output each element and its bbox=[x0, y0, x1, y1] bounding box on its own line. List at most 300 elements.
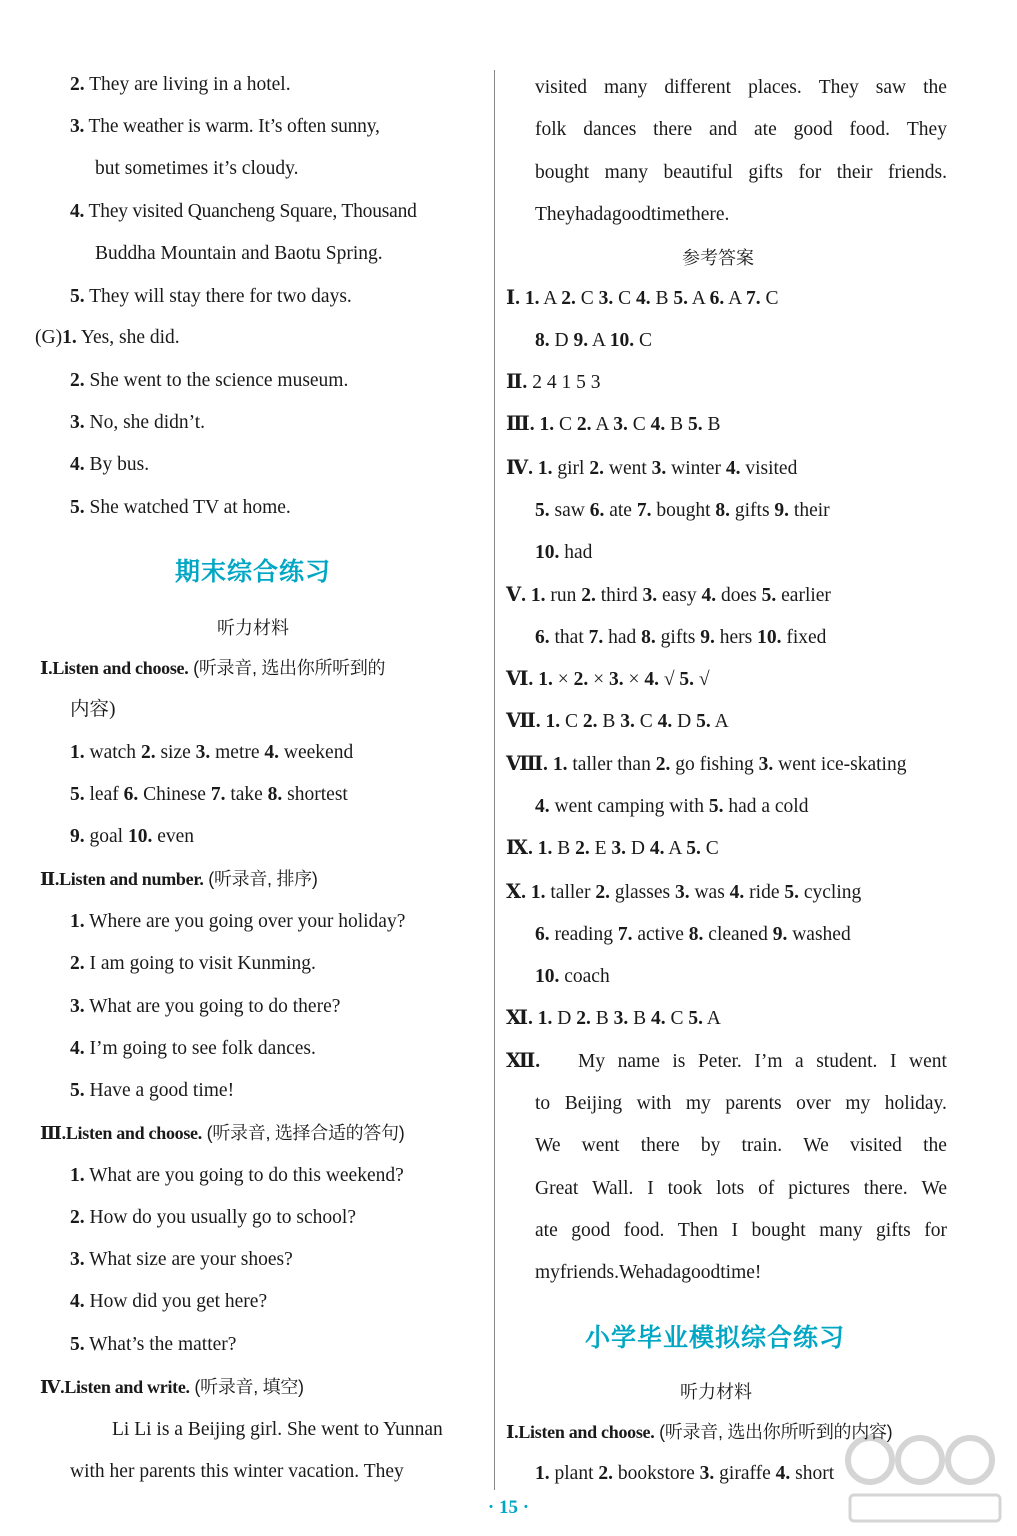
item-number: 4. bbox=[650, 414, 666, 435]
final-line-f4 bbox=[70, 782, 348, 808]
item-number: 3. bbox=[195, 742, 211, 763]
answer-text: 2 4 1 5 3 bbox=[532, 372, 601, 393]
item-number: 4. bbox=[657, 711, 673, 732]
story-word: beautiful bbox=[663, 162, 733, 183]
essay-line bbox=[578, 1049, 947, 1075]
answer-text: What size are your shoes? bbox=[84, 1249, 293, 1270]
item-number: 3. bbox=[642, 585, 658, 606]
item-number: 5. bbox=[70, 1334, 85, 1355]
item-number: 2. bbox=[582, 711, 598, 732]
answer-text: B bbox=[597, 711, 621, 732]
item-number: 5. bbox=[686, 838, 701, 859]
item-number: 4. bbox=[644, 669, 659, 690]
answer-text: B bbox=[702, 414, 721, 435]
essay-word: food. bbox=[623, 1220, 665, 1241]
item-number: 9. bbox=[772, 924, 788, 945]
item-number: 8. bbox=[688, 924, 704, 945]
answer-text: gifts bbox=[655, 627, 701, 648]
item-number: 3. bbox=[651, 458, 667, 479]
item-number: 5. bbox=[688, 1008, 703, 1029]
essay-line bbox=[535, 1218, 947, 1244]
section-numeral: Ⅳ. bbox=[40, 1377, 65, 1397]
story-word: different bbox=[664, 77, 732, 98]
answer-text: coach bbox=[559, 966, 610, 987]
essay-word: lots bbox=[716, 1178, 745, 1199]
answer-text: D bbox=[672, 711, 697, 732]
section-instruction: (听录音, 选出你所听到的内容) bbox=[654, 1422, 893, 1442]
answer-text: third bbox=[595, 585, 643, 606]
answer-text: saw bbox=[549, 500, 590, 521]
answer-key-a12 bbox=[506, 752, 906, 778]
item-number: 3. bbox=[699, 1463, 715, 1484]
essay-word: parents bbox=[725, 1093, 782, 1114]
item-number: 7. bbox=[210, 784, 226, 805]
answer-line-l10 bbox=[70, 452, 149, 478]
answer-key-a4 bbox=[506, 412, 721, 438]
essay-word: went bbox=[909, 1051, 947, 1072]
final-line-f15 bbox=[70, 1247, 293, 1273]
story-line bbox=[535, 117, 947, 143]
item-number: 1. bbox=[537, 458, 553, 479]
answer-text: reading bbox=[549, 924, 618, 945]
story-line bbox=[535, 160, 947, 186]
mock-section-heading bbox=[506, 1419, 892, 1445]
answer-text: How do you usually go to school? bbox=[84, 1207, 356, 1228]
essay-word: My bbox=[578, 1051, 606, 1072]
item-number: 4. bbox=[70, 1038, 85, 1059]
answer-text: × bbox=[588, 669, 609, 690]
item-number: 3. bbox=[70, 412, 85, 433]
answer-text: went camping with bbox=[549, 796, 709, 817]
answer-text: but sometimes it’s cloudy. bbox=[95, 158, 299, 179]
item-number: 1. bbox=[537, 1008, 553, 1029]
answer-text: A bbox=[664, 838, 687, 859]
final-line-f8 bbox=[70, 951, 316, 977]
column-divider bbox=[494, 70, 495, 1490]
section-numeral: Ⅰ. bbox=[506, 1422, 519, 1442]
story-word: the bbox=[923, 77, 947, 98]
item-number: 10. bbox=[127, 826, 153, 847]
item-number: 10. bbox=[757, 627, 782, 648]
answer-key-a10 bbox=[506, 667, 710, 693]
answer-text: go fishing bbox=[670, 754, 759, 775]
essay-word: good bbox=[681, 1262, 721, 1283]
answer-text: plant bbox=[549, 1463, 599, 1484]
answer-line-l1 bbox=[70, 72, 291, 98]
essay-word: there bbox=[640, 1135, 680, 1156]
item-number: 4. bbox=[729, 882, 745, 903]
item-number: 2. bbox=[70, 953, 85, 974]
answer-text: × bbox=[623, 669, 645, 690]
section-instruction: (听录音, 选择合适的答句) bbox=[201, 1123, 405, 1143]
item-number: 1. bbox=[552, 754, 568, 775]
item-number: 9. bbox=[774, 500, 790, 521]
essay-word: a bbox=[672, 1262, 682, 1283]
answer-text: C bbox=[700, 838, 719, 859]
answer-text: take bbox=[225, 784, 268, 805]
answer-text: ate bbox=[604, 500, 637, 521]
answer-text: C bbox=[760, 288, 779, 309]
section-numeral: Ⅰ. bbox=[506, 288, 520, 309]
answer-line-l2 bbox=[70, 114, 380, 140]
answer-text: They will stay there for two days. bbox=[84, 286, 352, 307]
story-word: there. bbox=[685, 204, 730, 225]
essay-word: holiday. bbox=[884, 1093, 947, 1114]
section-numeral: Ⅺ. bbox=[506, 1008, 533, 1029]
final-line-f17 bbox=[70, 1332, 236, 1358]
item-number: 1. bbox=[537, 838, 553, 859]
answer-line-l4 bbox=[70, 199, 417, 225]
story-word: good bbox=[611, 204, 651, 225]
story-word: for bbox=[798, 162, 822, 183]
essay-word: time! bbox=[720, 1262, 762, 1283]
answer-text: B bbox=[552, 838, 576, 859]
answer-text: By bus. bbox=[84, 454, 150, 475]
item-number: 7. bbox=[745, 288, 761, 309]
answer-text: How did you get here? bbox=[84, 1291, 268, 1312]
answer-text: C bbox=[634, 330, 653, 351]
answer-text: hers bbox=[714, 627, 758, 648]
item-number: 1. bbox=[530, 882, 546, 903]
answer-text: winter bbox=[666, 458, 726, 479]
item-number: 3. bbox=[70, 116, 85, 137]
final-line-f12 bbox=[40, 1120, 404, 1146]
answer-text: their bbox=[789, 500, 830, 521]
final-line-f16 bbox=[70, 1289, 267, 1315]
mock-answer-line bbox=[535, 1461, 834, 1487]
answer-text: B bbox=[650, 288, 674, 309]
answer-key-a1 bbox=[506, 286, 779, 312]
item-number: 5. bbox=[673, 288, 688, 309]
item-number: 1. bbox=[70, 911, 85, 932]
section-numeral: Ⅻ. bbox=[506, 1051, 541, 1072]
item-number: 1. bbox=[530, 585, 546, 606]
item-number: 6. bbox=[589, 500, 605, 521]
section-label: (G) bbox=[35, 327, 63, 348]
item-number: 3. bbox=[613, 414, 628, 435]
answer-text: A bbox=[539, 288, 562, 309]
final-line-f1 bbox=[40, 655, 385, 681]
answer-text: What’s the matter? bbox=[84, 1334, 237, 1355]
answer-text: A bbox=[687, 288, 710, 309]
answer-text: cycling bbox=[798, 882, 862, 903]
item-number: 5. bbox=[70, 497, 85, 518]
answer-text: A bbox=[591, 414, 614, 435]
item-number: 2. bbox=[598, 1463, 613, 1484]
essay-word: We bbox=[535, 1135, 561, 1156]
essay-word: train. bbox=[741, 1135, 783, 1156]
story-word: ate bbox=[754, 119, 777, 140]
essay-word: Then bbox=[677, 1220, 718, 1241]
item-number: 4. bbox=[264, 742, 280, 763]
story-word: a bbox=[603, 204, 612, 225]
answer-text: C bbox=[554, 414, 577, 435]
answer-text: ride bbox=[744, 882, 785, 903]
item-number: 6. bbox=[535, 627, 550, 648]
section-numeral: Ⅳ. bbox=[506, 458, 534, 479]
item-number: 5. bbox=[784, 882, 799, 903]
answer-text: A bbox=[710, 711, 729, 732]
answer-text: easy bbox=[657, 585, 702, 606]
story-word: and bbox=[709, 119, 738, 140]
answer-text: 内容) bbox=[70, 699, 116, 720]
answer-text: with her parents this winter vacation. They bbox=[70, 1461, 404, 1482]
answer-text: √ bbox=[694, 669, 710, 690]
answer-line-l6 bbox=[70, 284, 352, 310]
essay-word: We bbox=[618, 1262, 645, 1283]
answer-text: They visited Quancheng Square, Thousand bbox=[84, 201, 417, 222]
item-number: 2. bbox=[581, 585, 596, 606]
story-word: They bbox=[906, 119, 947, 140]
item-number: 5. bbox=[679, 669, 695, 690]
answer-text: No, she didn’t. bbox=[84, 412, 206, 433]
answer-text: glasses bbox=[609, 882, 675, 903]
story-line bbox=[535, 75, 947, 101]
answer-key-a9 bbox=[535, 625, 826, 651]
answer-text: She went to the science museum. bbox=[84, 370, 349, 391]
final-line-f7 bbox=[70, 909, 405, 935]
answer-text: gifts bbox=[729, 500, 775, 521]
answer-text: went bbox=[603, 458, 652, 479]
story-word: visited bbox=[535, 77, 587, 98]
item-number: 2. bbox=[655, 754, 671, 775]
final-line-f19 bbox=[112, 1417, 443, 1443]
essay-word: I bbox=[731, 1220, 738, 1241]
answer-text: that bbox=[549, 627, 589, 648]
item-number: 5. bbox=[761, 585, 777, 606]
item-number: 2. bbox=[70, 1207, 85, 1228]
item-number: 4. bbox=[70, 1291, 85, 1312]
final-line-f10 bbox=[70, 1036, 316, 1062]
item-number: 5. bbox=[687, 414, 703, 435]
essay-word: by bbox=[700, 1135, 721, 1156]
answer-text: C bbox=[575, 288, 599, 309]
section-numeral: Ⅴ. bbox=[506, 585, 527, 606]
item-number: 1. bbox=[539, 414, 555, 435]
story-word: many bbox=[604, 162, 648, 183]
answer-key-a2 bbox=[535, 328, 652, 354]
item-number: 2. bbox=[561, 288, 576, 309]
section-numeral: Ⅱ. bbox=[506, 372, 528, 393]
answer-key-a15 bbox=[506, 880, 861, 906]
essay-word: a bbox=[795, 1051, 804, 1072]
answer-text: I am going to visit Kunming. bbox=[84, 953, 316, 974]
essay-word: with bbox=[636, 1093, 672, 1114]
essay-word: friends. bbox=[559, 1262, 619, 1283]
section-numeral: Ⅱ. bbox=[40, 869, 60, 889]
item-number: 9. bbox=[700, 627, 715, 648]
essay-line bbox=[535, 1133, 947, 1159]
answer-text: goal bbox=[84, 826, 128, 847]
section-numeral: Ⅶ. bbox=[506, 711, 541, 732]
item-number: 7. bbox=[617, 924, 633, 945]
answer-text: A bbox=[588, 330, 610, 351]
essay-word: I bbox=[889, 1051, 897, 1072]
answer-text: Yes, she did. bbox=[76, 327, 180, 348]
story-word: places. bbox=[748, 77, 802, 98]
item-number: 8. bbox=[535, 330, 550, 351]
answer-text: D bbox=[626, 838, 650, 859]
item-number: 1. bbox=[538, 669, 553, 690]
story-word: gifts bbox=[748, 162, 783, 183]
section-instruction: (听录音, 选出你所听到的 bbox=[188, 658, 386, 678]
item-number: 7. bbox=[636, 500, 652, 521]
answer-text: active bbox=[632, 924, 689, 945]
answer-text: She watched TV at home. bbox=[84, 497, 291, 518]
item-number: 10. bbox=[535, 542, 560, 563]
essay-section-label bbox=[506, 1049, 540, 1075]
story-word: there bbox=[653, 119, 693, 140]
item-number: 4. bbox=[701, 585, 717, 606]
answer-text: √ bbox=[658, 669, 680, 690]
final-line-f13 bbox=[70, 1163, 404, 1189]
essay-word: We bbox=[921, 1178, 947, 1199]
answer-text: C bbox=[627, 414, 651, 435]
answer-text: They are living in a hotel. bbox=[84, 74, 291, 95]
answer-text: C bbox=[634, 711, 658, 732]
item-number: 2. bbox=[589, 458, 604, 479]
answer-text: A bbox=[724, 288, 746, 309]
answer-text: went ice-skating bbox=[773, 754, 907, 775]
answer-text: bought bbox=[651, 500, 716, 521]
item-number: 9. bbox=[70, 826, 85, 847]
item-number: 9. bbox=[573, 330, 589, 351]
answer-line-l3 bbox=[95, 156, 298, 182]
item-number: 5. bbox=[70, 784, 85, 805]
item-number: 4. bbox=[70, 201, 85, 222]
answer-text: even bbox=[152, 826, 195, 847]
item-number: 3. bbox=[620, 711, 635, 732]
answer-text: fixed bbox=[781, 627, 827, 648]
answer-text: had a cold bbox=[723, 796, 809, 817]
answer-text: The weather is warm. It’s often sunny, bbox=[84, 116, 380, 137]
section-numeral: Ⅲ. bbox=[506, 414, 535, 435]
item-number: 4. bbox=[725, 458, 741, 479]
answer-text: was bbox=[689, 882, 730, 903]
item-number: 4. bbox=[535, 796, 550, 817]
answer-text: Chinese bbox=[138, 784, 211, 805]
item-number: 3. bbox=[608, 669, 624, 690]
answer-key-a5 bbox=[506, 456, 797, 482]
answer-text: A bbox=[703, 1008, 721, 1029]
story-word: their bbox=[836, 162, 873, 183]
item-number: 1. bbox=[524, 288, 540, 309]
final-line-f9 bbox=[70, 994, 340, 1020]
section-heading: Listen and choose. bbox=[52, 658, 189, 678]
item-number: 2. bbox=[140, 742, 156, 763]
essay-word: many bbox=[819, 1220, 863, 1241]
answer-key-a7 bbox=[535, 540, 592, 566]
essay-word: Great bbox=[535, 1178, 579, 1199]
answer-text: D bbox=[549, 330, 574, 351]
essay-word: for bbox=[924, 1220, 947, 1241]
essay-word: is bbox=[672, 1051, 686, 1072]
section-heading: Listen and write. bbox=[64, 1377, 190, 1397]
essay-word: had bbox=[644, 1262, 673, 1283]
answer-text: shortest bbox=[282, 784, 348, 805]
final-exam-subtitle: 听力材料 bbox=[217, 618, 289, 639]
item-number: 1. bbox=[62, 327, 77, 348]
answer-line-l5 bbox=[95, 241, 383, 267]
section-numeral: Ⅹ. bbox=[506, 882, 527, 903]
answer-key-a3 bbox=[506, 370, 600, 396]
essay-word: Beijing bbox=[564, 1093, 623, 1114]
story-line bbox=[535, 202, 729, 228]
essay-word: Wall. bbox=[592, 1178, 634, 1199]
item-number: 3. bbox=[70, 996, 85, 1017]
item-number: 10. bbox=[535, 966, 560, 987]
answer-text: C bbox=[665, 1008, 689, 1029]
essay-word: of bbox=[758, 1178, 775, 1199]
answer-text: weekend bbox=[279, 742, 354, 763]
answer-key-a17 bbox=[535, 964, 610, 990]
story-word: many bbox=[604, 77, 648, 98]
essay-word: took bbox=[667, 1178, 703, 1199]
essay-word: ate bbox=[535, 1220, 558, 1241]
item-number: 3. bbox=[674, 882, 690, 903]
essay-word: bought bbox=[751, 1220, 806, 1241]
item-number: 6. bbox=[709, 288, 725, 309]
story-word: They bbox=[818, 77, 859, 98]
item-number: 5. bbox=[70, 286, 85, 307]
story-word: bought bbox=[535, 162, 590, 183]
final-line-f5 bbox=[70, 824, 194, 850]
answer-key-a6 bbox=[535, 498, 830, 524]
answer-text: E bbox=[589, 838, 612, 859]
item-number: 4. bbox=[775, 1463, 791, 1484]
essay-word: my bbox=[535, 1262, 560, 1283]
final-line-f2 bbox=[70, 697, 116, 723]
story-word: food. bbox=[849, 119, 891, 140]
final-line-f3 bbox=[70, 740, 353, 766]
answer-text: had bbox=[559, 542, 593, 563]
item-number: 2. bbox=[595, 882, 610, 903]
item-number: 5. bbox=[70, 1080, 85, 1101]
essay-word: my bbox=[845, 1093, 871, 1114]
answer-text: Have a good time! bbox=[84, 1080, 235, 1101]
story-word: saw bbox=[875, 77, 907, 98]
item-number: 5. bbox=[535, 500, 550, 521]
page-number: · 15 · bbox=[487, 1497, 530, 1518]
section-heading: Listen and choose. bbox=[518, 1422, 655, 1442]
essay-word: went bbox=[581, 1135, 620, 1156]
essay-word: name bbox=[617, 1051, 660, 1072]
essay-word: good bbox=[571, 1220, 611, 1241]
answer-text: washed bbox=[787, 924, 851, 945]
answer-text: watch bbox=[84, 742, 141, 763]
item-number: 1. bbox=[545, 711, 561, 732]
story-word: good bbox=[793, 119, 833, 140]
answer-text: What are you going to do there? bbox=[84, 996, 341, 1017]
section-numeral: Ⅸ. bbox=[506, 838, 533, 859]
essay-word: there. bbox=[863, 1178, 908, 1199]
item-number: 5. bbox=[708, 796, 724, 817]
essay-word: student. bbox=[816, 1051, 878, 1072]
answer-text: short bbox=[790, 1463, 835, 1484]
essay-word: to bbox=[535, 1093, 551, 1114]
answer-line-l8 bbox=[70, 368, 348, 394]
item-number: 2. bbox=[575, 838, 590, 859]
final-line-f14 bbox=[70, 1205, 356, 1231]
story-word: friends. bbox=[887, 162, 947, 183]
item-number: 5. bbox=[696, 711, 711, 732]
essay-line bbox=[535, 1260, 761, 1286]
answer-key-a18 bbox=[506, 1006, 721, 1032]
item-number: 8. bbox=[267, 784, 283, 805]
item-number: 4. bbox=[650, 1008, 666, 1029]
story-word: folk bbox=[535, 119, 567, 140]
answer-text: What are you going to do this weekend? bbox=[84, 1165, 404, 1186]
